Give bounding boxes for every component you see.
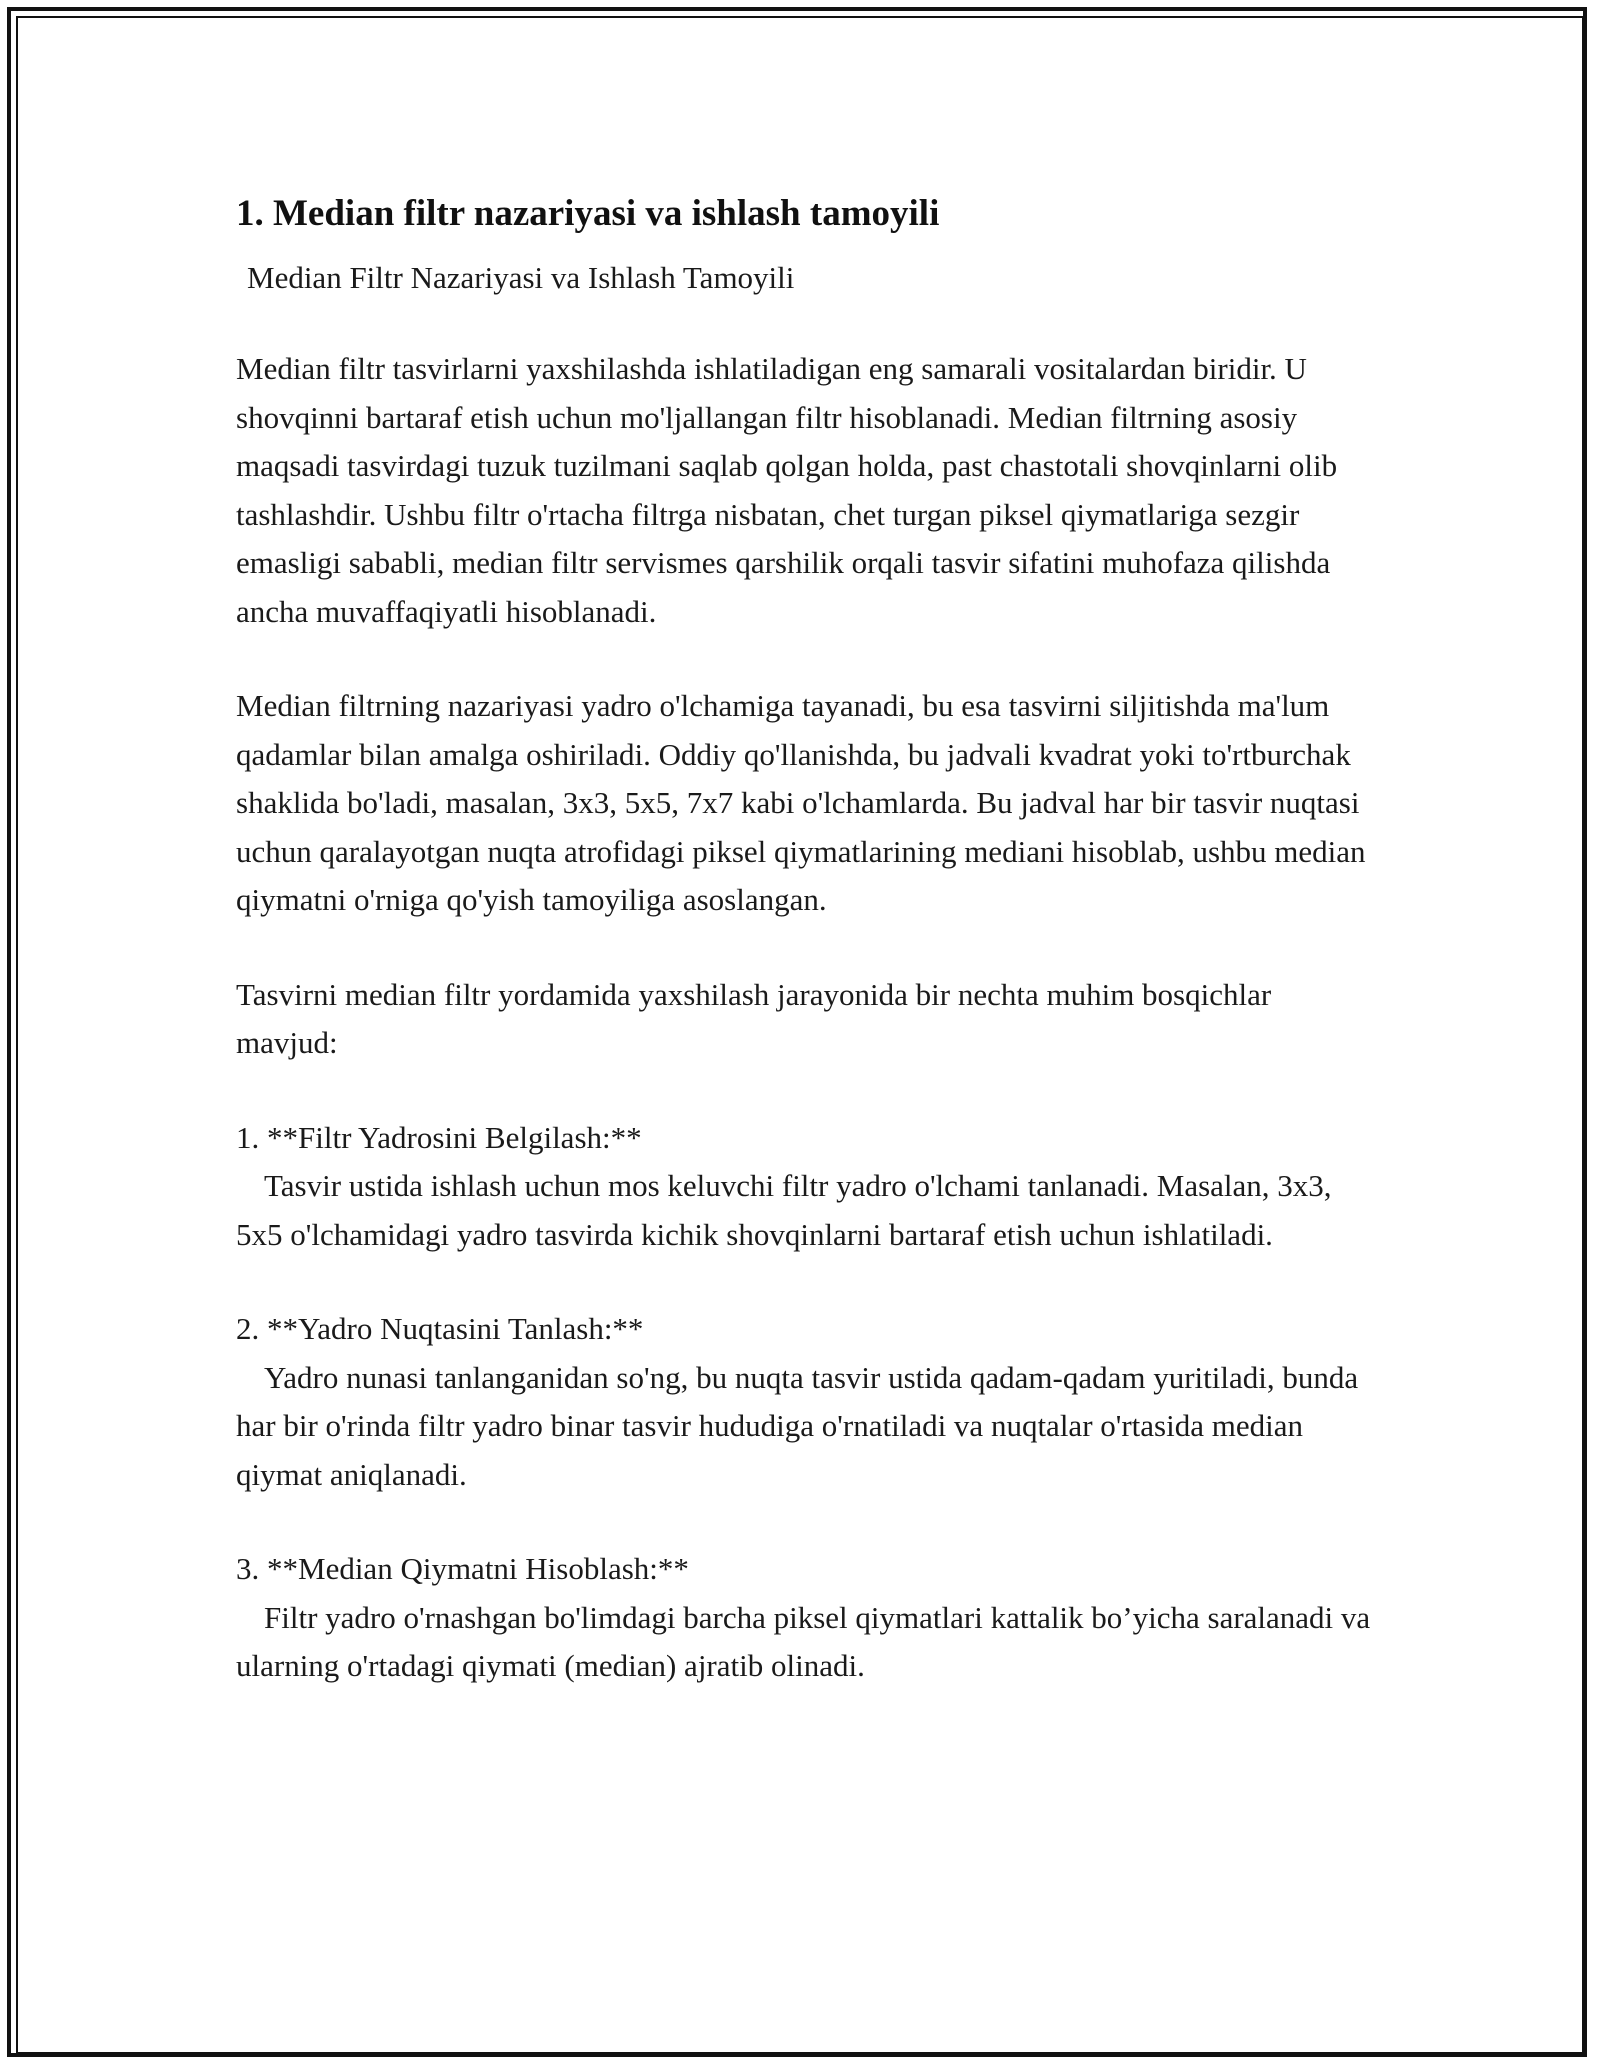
- section-heading: 1. Median filtr nazariyasi va ishlash tamoyili: [236, 193, 940, 234]
- step-title: 1. **Filtr Yadrosini Belgilash:**: [236, 1119, 642, 1155]
- paragraph-steps-intro: Tasvirni median filtr yordamida yaxshilash jarayonida bir nechta muhim bosqichlar mavjud:: [236, 976, 1272, 1060]
- step-body: Tasvir ustida ishlash uchun mos keluvchi filtr yadro o'lchami tanlanadi. Masalan, 3x3, 5x5 o'lchamidagi yadro tasvirda kichik shovqinlarni bartaraf etish uchun ishlatiladi.: [236, 1168, 1332, 1252]
- step-body: Filtr yadro o'rnashgan bo'limdagi barcha piksel qiymatlari kattalik bo’yicha saralanadi va ularning o'rtadagi qiymati (median) ajratib olinadi.: [236, 1599, 1371, 1683]
- step-3: [236, 1545, 1376, 1691]
- document-body: [236, 188, 1376, 1691]
- subtitle: Median Filtr Nazariyasi va Ishlash Tamoyili: [247, 260, 795, 295]
- step-title: 3. **Median Qiymatni Hisoblash:**: [236, 1551, 689, 1586]
- paragraph-theory: Median filtrning nazariyasi yadro o'lchamiga tayanadi, bu esa tasvirni siljitishda ma'lum qadamlar bilan amalga oshiriladi. Oddiy qo'llanishda, bu jadvali kvadrat yoki to'rtburchak shaklida bo'ladi, masalan, 3x3, 5x5, 7x7 kabi o'lchamlarda. Bu jadval har bir tasvir nuqtasi uchun qaralayotgan nuqta atrofidagi piksel qiymatlarining mediani hisoblab, ushbu median qiymatni o'rniga qo'yish tamoyiliga asoslangan.: [236, 688, 1366, 917]
- step-title: 2. **Yadro Nuqtasini Tanlash:**: [236, 1311, 644, 1346]
- step-2: [236, 1305, 1376, 1499]
- paragraph-intro: Median filtr tasvirlarni yaxshilashda ishlatiladigan eng samarali vositalardan biridir. U shovqinni bartaraf etish uchun mo'ljallangan filtr hisoblanadi. Median filtrning asosiy maqsadi tasvirdagi tuzuk tuzilmani saqlab qolgan holda, past chastotali shovqinlarni olib tashlashdir. Ushbu filtr o'rtacha filtrga nisbatan, chet turgan piksel qiymatlariga sezgir emasligi sababli, median filtr servismes qarshilik orqali tasvir sifatini muhofaza qilishda ancha muvaffaqiyatli hisoblanadi.: [236, 351, 1338, 629]
- step-1: [236, 1114, 1376, 1260]
- step-body: Yadro nunasi tanlanganidan so'ng, bu nuqta tasvir ustida qadam-qadam yuritiladi, bunda har bir o'rinda filtr yadro binar tasvir hududiga o'rnatiladi va nuqtalar o'rtasida median qiymat aniqlanadi.: [236, 1359, 1359, 1492]
